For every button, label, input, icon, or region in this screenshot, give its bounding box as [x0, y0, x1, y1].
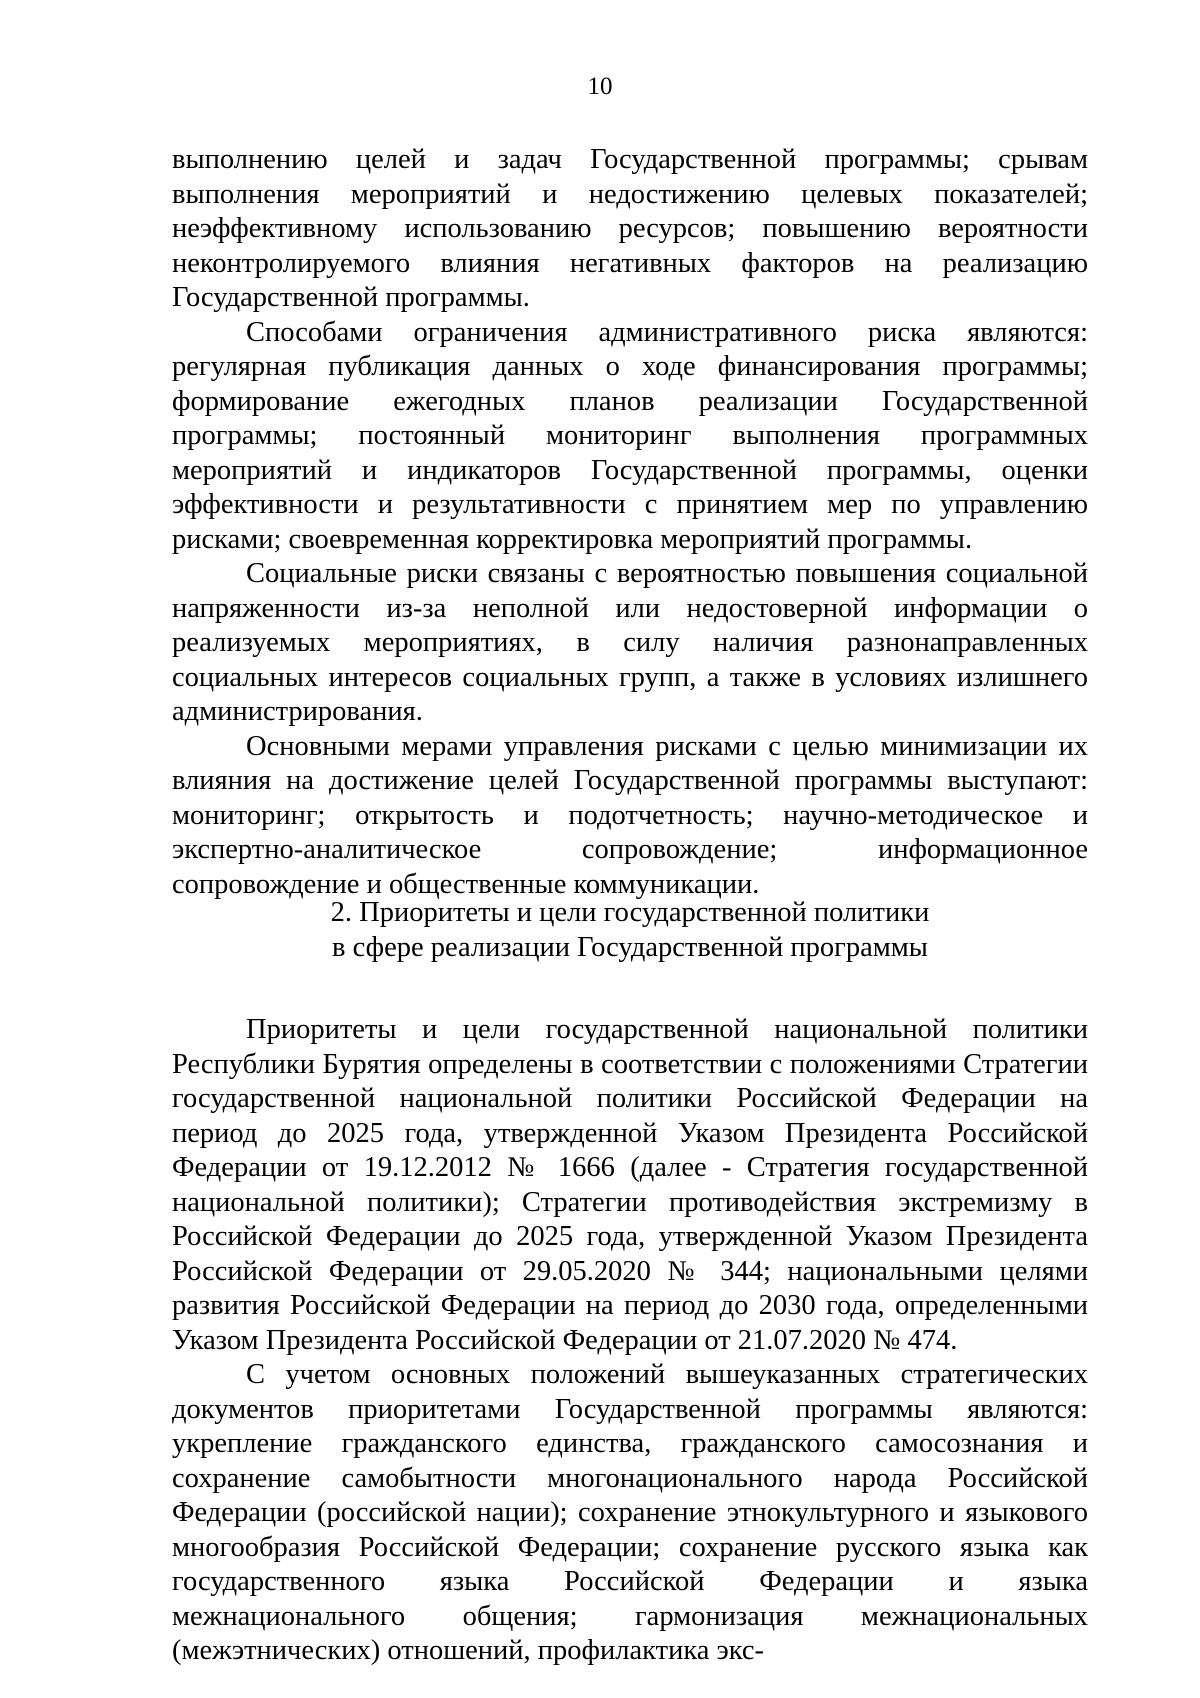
text-block-priorities	[172, 1013, 1088, 1669]
section-heading-line-2: в сфере реализации Государственной программы	[332, 931, 928, 963]
section-heading	[172, 896, 1088, 965]
paragraph-continuation: выполнению целей и задач Государственной программы; срывам выполнения мероприятий и недостижению целевых показателей; неэффективному использованию ресурсов; повышению вероятности неконтролируемого влияния негативных факторов на реализацию Государственной программы.	[172, 144, 1088, 313]
paragraph-program-priorities: С учетом основных положений вышеуказанных стратегических документов приоритетами Государственной программы являются: укрепление гражданского единства, гражданского самосознания и сохранение самобытности многонационального народа Российской Федерации (российской нации); сохранение этнокультурного и языкового многообразия Российской Федерации; сохранение русского языка как государственного языка Российской Федерации и языка межнационального общения; гармонизация межнациональных (межэтнических) отношений, профилактика экс-	[172, 1359, 1088, 1666]
text-block-risks	[172, 143, 1088, 902]
paragraph-risk-management: Основными мерами управления рисками с целью минимизации их влияния на достижение целей Государственной программы выступают: мониторинг; открытость и подотчетность; научно-методическое и экспертно-аналитическое сопровождение; информационное сопровождение и общественные коммуникации.	[172, 730, 1088, 900]
paragraph-social-risks: Социальные риски связаны с вероятностью повышения социальной напряженности из-за неполной или недостоверной информации о реализуемых мероприятиях, в силу наличия разнонаправленных социальных интересов социальных групп, а также в условиях излишнего администрирования.	[172, 558, 1088, 727]
section-heading-line-1: 2. Приоритеты и цели государственной политики	[330, 897, 930, 928]
paragraph-priorities-goals: Приоритеты и цели государственной национальной политики Республики Бурятия определены в соответствии с положениями Стратегии государственной национальной политики Российской Федерации на период до 2025 года, утвержденной Указом Президента Российской Федерации от 19.12.2012 № 1666 (далее - Стратегия государственной национальной политики); Стратегии противодействия экстремизму в Российской Федерации до 2025 года, утвержденной Указом Президента Российской Федерации от 29.05.2020 № 344; национальными целями развития Российской Федерации на период до 2030 года, определенными Указом Президента Российской Федерации от 21.07.2020 № 474.	[172, 1014, 1088, 1356]
page-number: 10	[587, 73, 613, 100]
paragraph-administrative-risk: Способами ограничения административного риска являются: регулярная публикация данных о ходе финансирования программы; формирование ежегодных планов реализации Государственной программы; постоянный мониторинг выполнения программных мероприятий и индикаторов Государственной программы, оценки эффективности и результативности с принятием мер по управлению рисками; своевременная корректировка мероприятий программы.	[172, 316, 1088, 555]
